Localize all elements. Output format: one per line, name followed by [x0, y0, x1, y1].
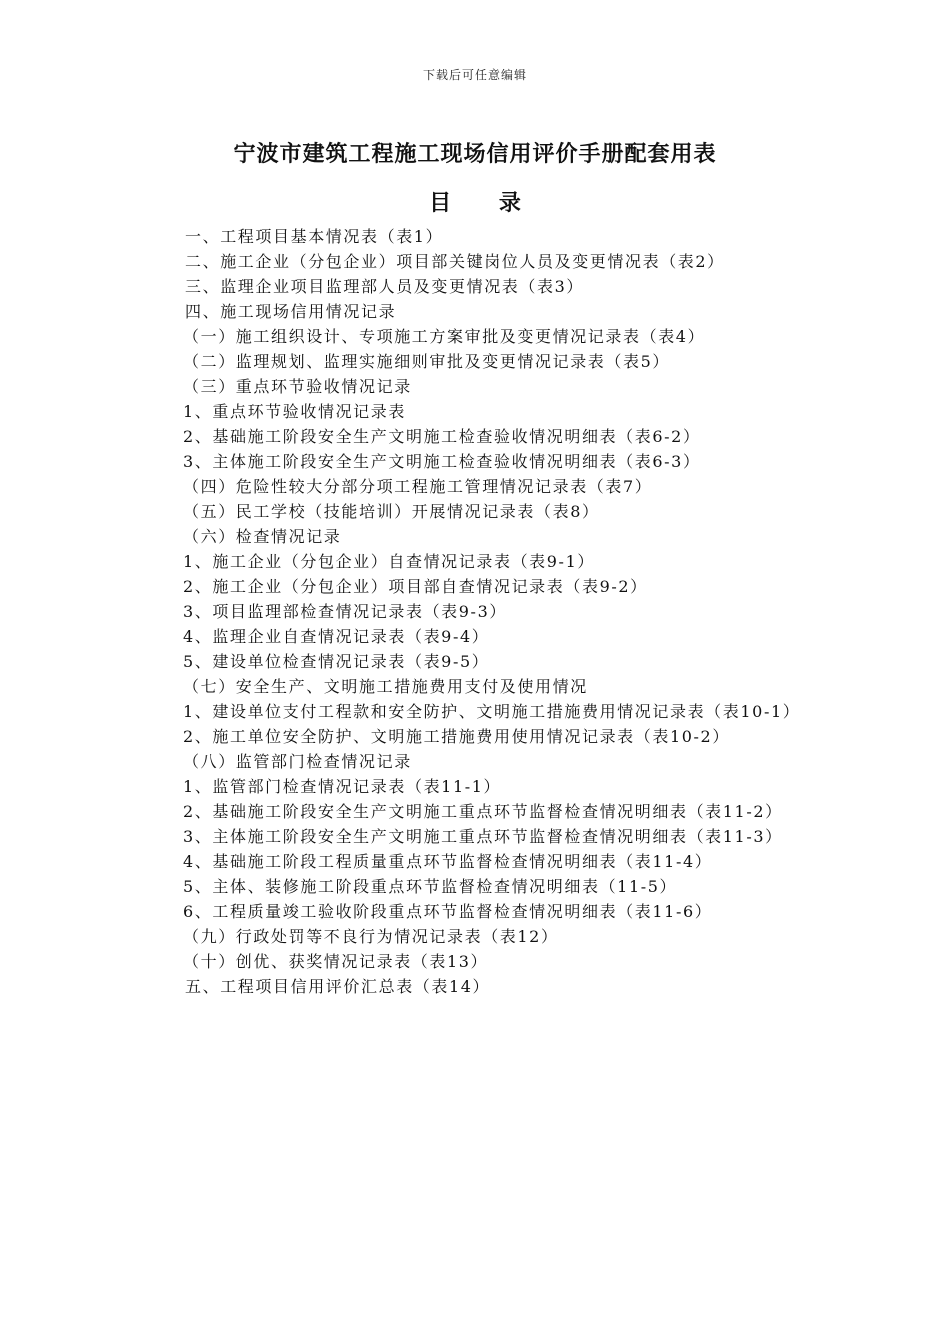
toc-item: 4、监理企业自查情况记录表（表9-4）	[183, 627, 490, 646]
toc-item: 二、施工企业（分包企业）项目部关键岗位人员及变更情况表（表2）	[185, 252, 725, 271]
toc-item: 2、施工单位安全防护、文明施工措施费用使用情况记录表（表10-2）	[183, 727, 730, 746]
toc-item: 3、主体施工阶段安全生产文明施工重点环节监督检查情况明细表（表11-3）	[183, 827, 783, 846]
toc-item: （三）重点环节验收情况记录	[183, 377, 412, 396]
header-note: 下载后可任意编辑	[422, 68, 527, 82]
toc-item: 1、重点环节验收情况记录表	[183, 402, 406, 421]
toc-item: 四、施工现场信用情况记录	[185, 302, 397, 321]
toc-item: 5、主体、装修施工阶段重点环节监督检查情况明细表（11-5）	[183, 877, 678, 896]
toc-item: （二）监理规划、监理实施细则审批及变更情况记录表（表5）	[183, 352, 670, 371]
document-title: 宁波市建筑工程施工现场信用评价手册配套用表	[233, 141, 717, 167]
toc-item: 1、施工企业（分包企业）自查情况记录表（表9-1）	[183, 552, 595, 571]
toc-item: （八）监管部门检查情况记录	[183, 752, 412, 771]
toc-item: 3、项目监理部检查情况记录表（表9-3）	[183, 602, 507, 621]
toc-item: 五、工程项目信用评价汇总表（表14）	[185, 977, 491, 996]
toc-item: （七）安全生产、文明施工措施费用支付及使用情况	[183, 677, 588, 696]
toc-item: （十）创优、获奖情况记录表（表13）	[183, 952, 489, 971]
toc-heading: 目 录	[429, 190, 541, 216]
table-of-contents	[143, 224, 813, 999]
toc-item: 1、监管部门检查情况记录表（表11-1）	[183, 777, 502, 796]
toc-item: （一）施工组织设计、专项施工方案审批及变更情况记录表（表4）	[183, 327, 706, 346]
toc-item: （四）危险性较大分部分项工程施工管理情况记录表（表7）	[183, 477, 653, 496]
toc-item: 三、监理企业项目监理部人员及变更情况表（表3）	[185, 277, 584, 296]
toc-item: 1、建设单位支付工程款和安全防护、文明施工措施费用情况记录表（表10-1）	[183, 702, 801, 721]
toc-item: 2、施工企业（分包企业）项目部自查情况记录表（表9-2）	[183, 577, 648, 596]
toc-item: （五）民工学校（技能培训）开展情况记录表（表8）	[183, 502, 600, 521]
toc-item: 5、建设单位检查情况记录表（表9-5）	[183, 652, 490, 671]
toc-item: （九）行政处罚等不良行为情况记录表（表12）	[183, 927, 559, 946]
toc-item: 4、基础施工阶段工程质量重点环节监督检查情况明细表（表11-4）	[183, 852, 713, 871]
toc-item: 6、工程质量竣工验收阶段重点环节监督检查情况明细表（表11-6）	[183, 902, 713, 921]
toc-item: 一、工程项目基本情况表（表1）	[185, 227, 444, 246]
toc-item: 2、基础施工阶段安全生产文明施工重点环节监督检查情况明细表（表11-2）	[183, 802, 783, 821]
toc-item: （六）检查情况记录	[183, 527, 342, 546]
toc-item: 3、主体施工阶段安全生产文明施工检查验收情况明细表（表6-3）	[183, 452, 701, 471]
toc-item: 2、基础施工阶段安全生产文明施工检查验收情况明细表（表6-2）	[183, 427, 701, 446]
